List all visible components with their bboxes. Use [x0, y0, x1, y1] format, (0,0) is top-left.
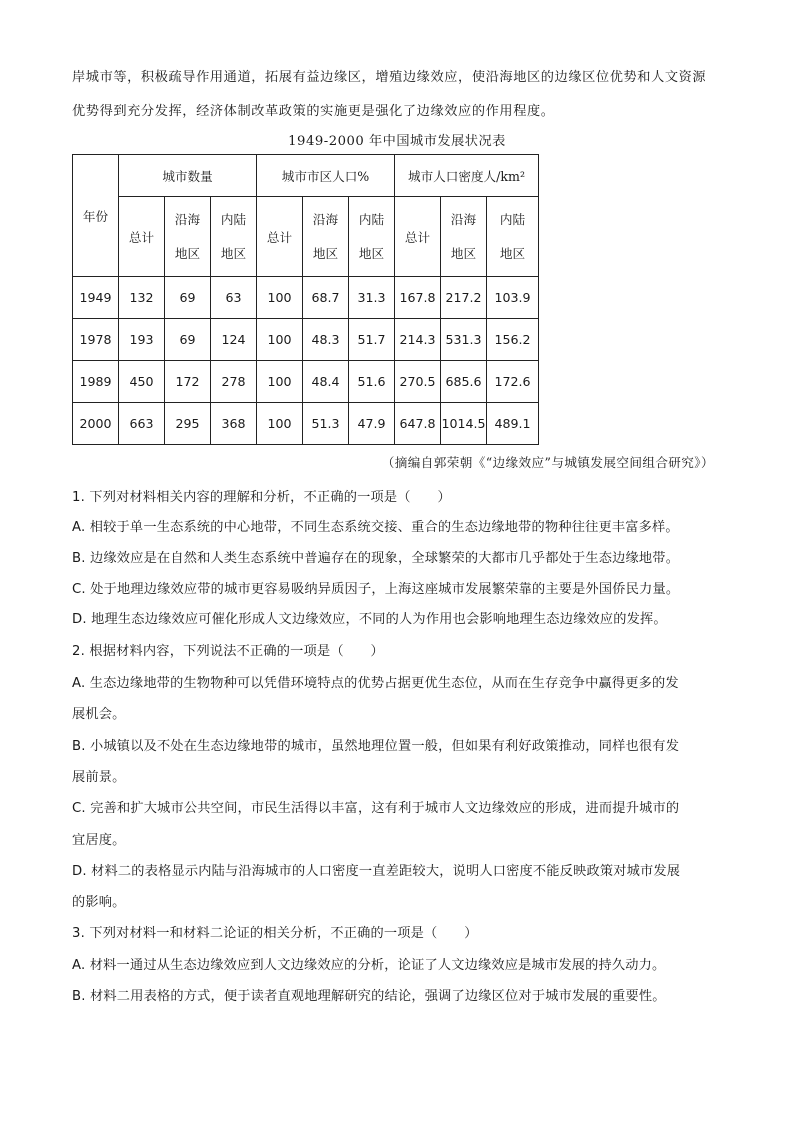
cell-density-total: 214.3: [395, 319, 441, 361]
sub-header-total: 总计: [119, 197, 165, 277]
sub-header-line: 沿海: [312, 211, 339, 227]
sub-header-line: 内陆: [358, 211, 385, 227]
question-2-option-a-cont: 展机会。: [72, 707, 126, 722]
question-1-option-a: A. 相较于单一生态系统的中心地带，不同生态系统交接、重合的生态边缘地带的物种往往更丰富多样。: [72, 520, 679, 535]
table-source: （摘编自郭荣朝《“边缘效应”与城镇发展空间组合研究》）: [381, 455, 714, 470]
year-header: 年份: [73, 155, 119, 277]
sub-header-line: 地区: [220, 245, 247, 261]
sub-header-inland: [211, 197, 257, 277]
cell-year: 1978: [73, 319, 119, 361]
sub-header-line: 地区: [499, 245, 526, 261]
cell-pop-inland: 47.9: [349, 403, 395, 445]
cell-density-inland: 156.2: [487, 319, 539, 361]
cell-year: 2000: [73, 403, 119, 445]
cell-density-total: 270.5: [395, 361, 441, 403]
sub-header-inland: [349, 197, 395, 277]
header-row-1: [73, 155, 539, 197]
cell-count-coastal: 69: [165, 277, 211, 319]
header-row-2: [73, 197, 539, 277]
sub-header-coastal: [165, 197, 211, 277]
table-row: [73, 319, 539, 361]
intro-line-1: 岸城市等，积极疏导作用通道，拓展有益边缘区，增殖边缘效应，使沿海地区的边缘区位优势和人文资源: [72, 70, 707, 85]
table-row: [73, 277, 539, 319]
question-3-option-b: B. 材料二用表格的方式，便于读者直观地理解研究的结论，强调了边缘区位对于城市发展的重要性。: [72, 989, 666, 1004]
sub-header-coastal: [303, 197, 349, 277]
cell-count-coastal: 295: [165, 403, 211, 445]
cell-pop-total: 100: [257, 361, 303, 403]
group-header-population: 城市市区人口%: [257, 155, 395, 197]
cell-pop-coastal: 68.7: [303, 277, 349, 319]
sub-header-line: 沿海: [450, 211, 477, 227]
cell-count-total: 450: [119, 361, 165, 403]
cell-count-inland: 124: [211, 319, 257, 361]
question-2-option-d: D. 材料二的表格显示内陆与沿海城市的人口密度一直差距较大，说明人口密度不能反映政策对城市发展: [72, 864, 681, 879]
sub-header-line: 内陆: [499, 211, 526, 227]
cell-count-coastal: 69: [165, 319, 211, 361]
sub-header-total: 总计: [257, 197, 303, 277]
question-2-option-c-cont: 宜居度。: [72, 833, 126, 848]
city-development-table: [72, 154, 539, 445]
sub-header-coastal: [441, 197, 487, 277]
question-1-option-c: C. 处于地理边缘效应带的城市更容易吸纳异质因子，上海这座城市发展繁荣靠的主要是外国侨民力量。: [72, 582, 680, 597]
sub-header-line: 内陆: [220, 211, 247, 227]
sub-header-line: 地区: [312, 245, 339, 261]
group-header-city-count: 城市数量: [119, 155, 257, 197]
cell-density-inland: 172.6: [487, 361, 539, 403]
intro-line-2: 优势得到充分发挥，经济体制改革政策的实施更是强化了边缘效应的作用程度。: [72, 104, 555, 119]
cell-pop-inland: 51.7: [349, 319, 395, 361]
group-header-density: 城市人口密度人/km²: [395, 155, 539, 197]
question-1-stem: 1. 下列对材料相关内容的理解和分析，不正确的一项是（ ）: [72, 490, 451, 505]
sub-header-total: 总计: [395, 197, 441, 277]
question-2-option-a: A. 生态边缘地带的生物物种可以凭借环境特点的优势占据更优生态位，从而在生存竞争中赢得更多的发: [72, 676, 679, 691]
cell-density-inland: 103.9: [487, 277, 539, 319]
sub-header-line: 地区: [174, 245, 201, 261]
cell-density-coastal: 217.2: [441, 277, 487, 319]
table-caption: 1949-2000 年中国城市发展状况表: [288, 134, 506, 149]
cell-pop-coastal: 48.3: [303, 319, 349, 361]
cell-density-total: 167.8: [395, 277, 441, 319]
cell-count-total: 193: [119, 319, 165, 361]
sub-header-line: 地区: [358, 245, 385, 261]
cell-year: 1949: [73, 277, 119, 319]
question-2-option-b: B. 小城镇以及不处在生态边缘地带的城市，虽然地理位置一般，但如果有利好政策推动，同样也很有发: [72, 739, 680, 754]
cell-pop-coastal: 48.4: [303, 361, 349, 403]
cell-density-coastal: 1014.5: [441, 403, 487, 445]
cell-count-inland: 368: [211, 403, 257, 445]
cell-pop-total: 100: [257, 319, 303, 361]
cell-count-inland: 63: [211, 277, 257, 319]
question-3-option-a: A. 材料一通过从生态边缘效应到人文边缘效应的分析，论证了人文边缘效应是城市发展的持久动力。: [72, 958, 666, 973]
cell-pop-coastal: 51.3: [303, 403, 349, 445]
table-row: [73, 403, 539, 445]
sub-header-inland: [487, 197, 539, 277]
sub-header-line: 地区: [450, 245, 477, 261]
sub-header-line: 沿海: [174, 211, 201, 227]
cell-density-coastal: 685.6: [441, 361, 487, 403]
question-1-option-b: B. 边缘效应是在自然和人类生态系统中普遍存在的现象，全球繁荣的大都市几乎都处于生态边缘地带。: [72, 551, 680, 566]
cell-density-coastal: 531.3: [441, 319, 487, 361]
question-2-option-d-cont: 的影响。: [72, 895, 126, 910]
cell-pop-total: 100: [257, 403, 303, 445]
cell-count-total: 132: [119, 277, 165, 319]
table-row: [73, 361, 539, 403]
cell-year: 1989: [73, 361, 119, 403]
cell-pop-inland: 31.3: [349, 277, 395, 319]
cell-count-inland: 278: [211, 361, 257, 403]
cell-density-total: 647.8: [395, 403, 441, 445]
question-2-stem: 2. 根据材料内容，下列说法不正确的一项是（ ）: [72, 644, 384, 659]
question-3-stem: 3. 下列对材料一和材料二论证的相关分析，不正确的一项是（ ）: [72, 926, 478, 941]
question-2-option-c: C. 完善和扩大城市公共空间，市民生活得以丰富，这有利于城市人文边缘效应的形成，进而提升城市的: [72, 801, 680, 816]
question-2-option-b-cont: 展前景。: [72, 770, 126, 785]
cell-density-inland: 489.1: [487, 403, 539, 445]
cell-pop-inland: 51.6: [349, 361, 395, 403]
question-1-option-d: D. 地理生态边缘效应可催化形成人文边缘效应，不同的人为作用也会影响地理生态边缘效应的发挥。: [72, 612, 667, 627]
cell-count-coastal: 172: [165, 361, 211, 403]
cell-count-total: 663: [119, 403, 165, 445]
cell-pop-total: 100: [257, 277, 303, 319]
